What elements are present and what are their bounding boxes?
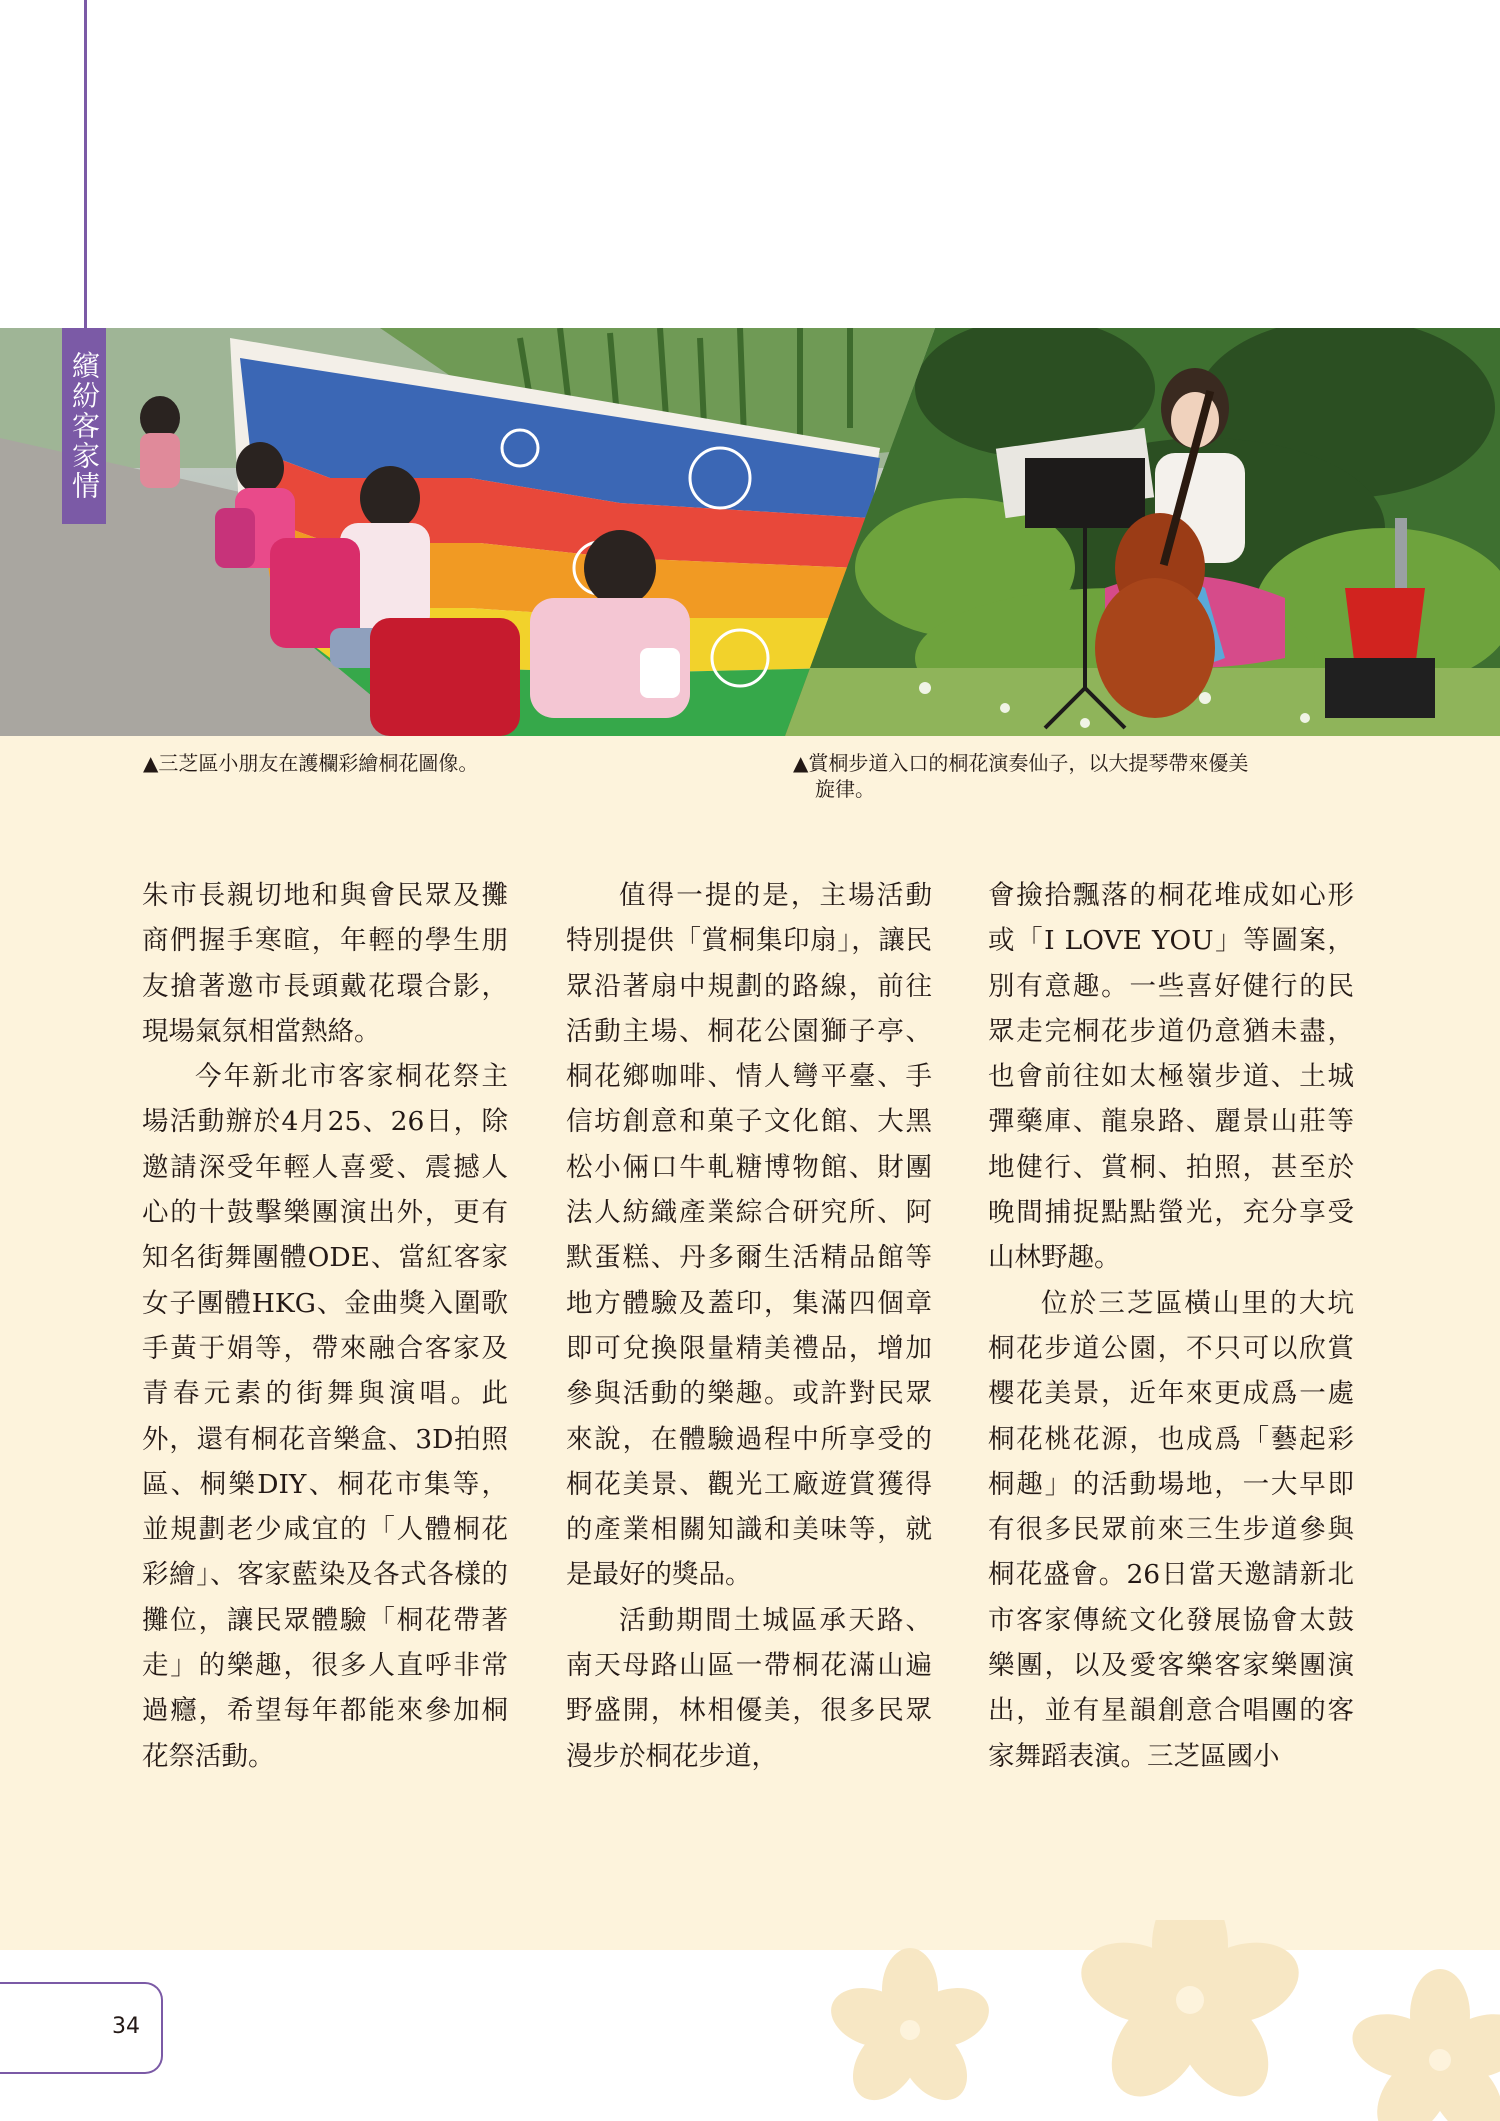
caption-right <box>793 750 1363 802</box>
paragraph: 值得一提的是，主場活動特別提供「賞桐集印扇」，讓民眾沿著扇中規劃的路線，前往活動主場、桐花公園獅子亭、桐花鄉咖啡、情人彎平臺、手信坊創意和菓子文化館、大黑松小倆口牛軋糖博物館、財團法人紡織產業綜合研究所、阿默蛋糕、丹多爾生活精品館等地方體驗及蓋印，集滿四個章即可兌換限量精美禮品，增加參與活動的樂趣。或許對民眾來說，在體驗過程中所享受的桐花美景、觀光工廠遊賞獲得的產業相關知識和美味等，就是最好的獎品。 <box>566 880 932 1591</box>
photo-strip <box>0 328 1500 736</box>
mural-painting-photo <box>0 328 935 736</box>
text-column-1 <box>142 873 508 1779</box>
text-column-2 <box>566 873 932 1779</box>
page-number: 34 <box>112 2014 140 2039</box>
paragraph: 朱市長親切地和與會民眾及攤商們握手寒暄，年輕的學生朋友搶著邀市長頭戴花環合影，現場氣氛相當熱絡。 <box>142 880 508 1047</box>
caption-right-line1: ▲賞桐步道入口的桐花演奏仙子，以大提琴帶來優美 <box>793 751 1249 775</box>
paragraph: 活動期間土城區承天路、南天母路山區一帶桐花滿山遍野盛開，林相優美，很多民眾漫步於桐花步道， <box>566 1604 932 1772</box>
tung-flower-decoration-icon <box>760 1920 1500 2121</box>
paragraph: 位於三芝區橫山里的大坑桐花步道公園，不只可以欣賞櫻花美景，近年來更成爲一處桐花桃花源，也成爲「藝起彩桐趣」的活動場地，一大早即有很多民眾前來三生步道參與桐花盛會。26日當天邀請新北市客家傳統文化發展協會太鼓樂團，以及愛客樂客家樂團演出，並有星韻創意合唱團的客家舞蹈表演。三芝區國小 <box>988 1287 1354 1772</box>
paragraph: 今年新北市客家桐花祭主場活動辦於4月25、26日，除邀請深受年輕人喜愛、震撼人心的十鼓擊樂團演出外，更有知名街舞團體ODE、當紅客家女子團體HKG、金曲獎入圍歌手黃于娟等，帶來融合客家及青春元素的街舞與演唱。此外，還有桐花音樂盒、3D拍照區、桐樂DIY、桐花市集等，並規劃老少咸宜的「人體桐花彩繪」、客家藍染及各式各樣的攤位，讓民眾體驗「桐花帶著走」的樂趣，很多人直呼非常過癮，希望每年都能來參加桐花祭活動。 <box>142 1061 508 1772</box>
text-column-3 <box>988 873 1354 1779</box>
caption-left: ▲三芝區小朋友在護欄彩繪桐花圖像。 <box>143 751 479 775</box>
section-tab: 繽紛客家情 <box>62 328 106 524</box>
caption-right-line2: 旋律。 <box>815 777 875 801</box>
section-rule <box>84 0 87 328</box>
top-whitespace <box>0 0 1500 328</box>
paragraph: 會撿拾飄落的桐花堆成如心形或「I LOVE YOU」等圖案，別有意趣。一些喜好健行的民眾走完桐花步道仍意猶未盡，也會前往如太極嶺步道、土城彈藥庫、龍泉路、麗景山莊等地健行、賞桐、拍照，甚至於晚間捕捉點點螢光，充分享受山林野趣。 <box>988 880 1354 1274</box>
